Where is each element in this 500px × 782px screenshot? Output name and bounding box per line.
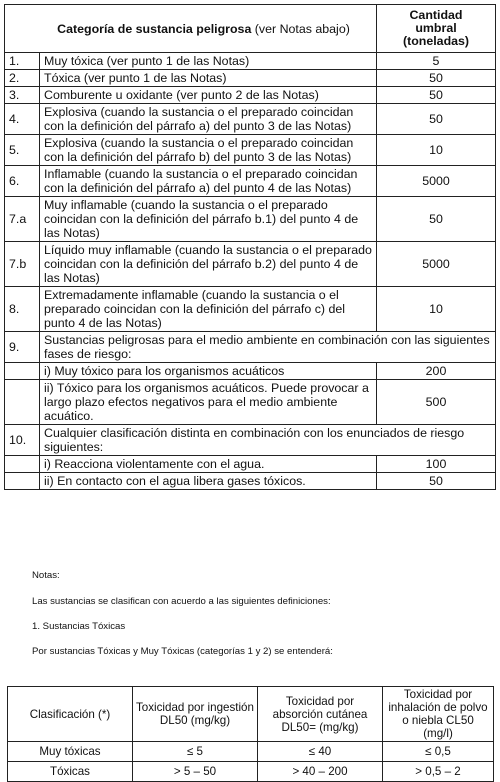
subrow-text: i) Muy tóxico para los organismos acuáticos bbox=[40, 363, 377, 380]
classification-cell: Tóxicas bbox=[8, 762, 133, 782]
absorption-header: Toxicidad por absorción cutánea DL50= (mg/kg) bbox=[258, 687, 383, 742]
quantity-header-line1: Cantidad bbox=[409, 8, 463, 22]
row-quantity: 50 bbox=[377, 70, 496, 87]
classification-cell: Muy tóxicas bbox=[8, 742, 133, 762]
row-category: Comburente u oxidante (ver punto 2 de las Notas) bbox=[40, 87, 377, 104]
notes-section-title: 1. Sustancias Tóxicas bbox=[32, 621, 126, 632]
table-row bbox=[5, 287, 496, 332]
row-quantity: 5 bbox=[377, 53, 496, 70]
row-quantity: 50 bbox=[377, 197, 496, 242]
row-number: 9. bbox=[5, 332, 40, 363]
quantity-header-line2: umbral bbox=[415, 21, 457, 35]
notes-definition: Por sustancias Tóxicas y Muy Tóxicas (categorías 1 y 2) se entenderá: bbox=[32, 646, 333, 657]
absorption-cell: > 40 – 200 bbox=[258, 762, 383, 782]
row-category: Explosiva (cuando la sustancia o el preparado coincidan con la definición del párrafo b) del punto 3 de las Notas) bbox=[40, 135, 377, 166]
table-row bbox=[5, 87, 496, 104]
row-category: Muy tóxica (ver punto 1 de las Notas) bbox=[40, 53, 377, 70]
row-category: Extremadamente inflamable (cuando la sustancia o el preparado coincidan con la definición del párrafo c) del punto 4 de las Notas) bbox=[40, 287, 377, 332]
row-category: Líquido muy inflamable (cuando la sustancia o el preparado coincidan con la definición del párrafo b.2) del punto 4 de las Notas) bbox=[40, 242, 377, 287]
row-category: Cualquier clasificación distinta en combinación con los enunciados de riesgo siguientes: bbox=[40, 425, 496, 456]
empty-cell bbox=[5, 363, 40, 380]
category-header-note: (ver Notas abajo) bbox=[254, 21, 350, 36]
table-row bbox=[5, 53, 496, 70]
notes-title: Notas: bbox=[32, 570, 60, 581]
row-quantity: 5000 bbox=[377, 166, 496, 197]
row-quantity: 50 bbox=[377, 473, 496, 490]
table-row bbox=[5, 242, 496, 287]
subrow-text: ii) En contacto con el agua libera gases tóxicos. bbox=[40, 473, 377, 490]
row-number: 8. bbox=[5, 287, 40, 332]
row-quantity: 500 bbox=[377, 380, 496, 425]
table-subrow bbox=[5, 456, 496, 473]
row-number: 10. bbox=[5, 425, 40, 456]
table-subrow bbox=[5, 363, 496, 380]
row-quantity: 200 bbox=[377, 363, 496, 380]
table-row bbox=[8, 742, 494, 762]
quantity-header-line3: (toneladas) bbox=[402, 34, 470, 48]
ingestion-header: Toxicidad por ingestión DL50 (mg/kg) bbox=[133, 687, 258, 742]
row-number: 3. bbox=[5, 87, 40, 104]
row-category: Tóxica (ver punto 1 de las Notas) bbox=[40, 70, 377, 87]
table-row bbox=[5, 166, 496, 197]
category-header bbox=[5, 5, 377, 53]
row-number: 2. bbox=[5, 70, 40, 87]
row-quantity: 100 bbox=[377, 456, 496, 473]
ingestion-cell: ≤ 5 bbox=[133, 742, 258, 762]
table-row bbox=[5, 135, 496, 166]
row-category: Muy inflamable (cuando la sustancia o el preparado coincidan con la definición del párrafo b.1) del punto 4 de las Notas) bbox=[40, 197, 377, 242]
row-quantity: 50 bbox=[377, 104, 496, 135]
empty-cell bbox=[5, 380, 40, 425]
table-row bbox=[5, 70, 496, 87]
table-row bbox=[5, 104, 496, 135]
table-row bbox=[8, 762, 494, 782]
notes-intro: Las sustancias se clasifican con acuerdo a las siguientes definiciones: bbox=[32, 596, 331, 607]
category-header-label: Categoría de sustancia peligrosa bbox=[57, 21, 252, 36]
absorption-cell: ≤ 40 bbox=[258, 742, 383, 762]
table-subrow bbox=[5, 380, 496, 425]
row-number: 6. bbox=[5, 166, 40, 197]
row-quantity: 5000 bbox=[377, 242, 496, 287]
inhalation-header: Toxicidad por inhalación de polvo o niebla CL50 (mg/l) bbox=[383, 687, 494, 742]
table-row-environment bbox=[5, 332, 496, 363]
row-number: 7.b bbox=[5, 242, 40, 287]
empty-cell bbox=[5, 456, 40, 473]
threshold-table bbox=[4, 4, 496, 490]
table-row-other bbox=[5, 425, 496, 456]
table-subrow bbox=[5, 473, 496, 490]
threshold-table-header bbox=[5, 5, 496, 53]
subrow-text: i) Reacciona violentamente con el agua. bbox=[40, 456, 377, 473]
subrow-text: ii) Tóxico para los organismos acuáticos. Puede provocar a largo plazo efectos negativos para el medio ambiente acuático. bbox=[40, 380, 377, 425]
row-category: Explosiva (cuando la sustancia o el preparado coincidan con la definición del párrafo a) del punto 3 de las Notas) bbox=[40, 104, 377, 135]
table-row bbox=[5, 197, 496, 242]
toxicity-table bbox=[7, 686, 494, 782]
row-number: 7.a bbox=[5, 197, 40, 242]
row-category: Inflamable (cuando la sustancia o el preparado coincidan con la definición del párrafo a) del punto 4 de las Notas) bbox=[40, 166, 377, 197]
row-number: 4. bbox=[5, 104, 40, 135]
classification-header: Clasificación (*) bbox=[8, 687, 133, 742]
inhalation-cell: ≤ 0,5 bbox=[383, 742, 494, 762]
empty-cell bbox=[5, 473, 40, 490]
row-quantity: 10 bbox=[377, 135, 496, 166]
quantity-header bbox=[377, 5, 496, 53]
row-quantity: 50 bbox=[377, 87, 496, 104]
toxicity-header-row bbox=[8, 687, 494, 742]
row-quantity: 10 bbox=[377, 287, 496, 332]
ingestion-cell: > 5 – 50 bbox=[133, 762, 258, 782]
row-number: 1. bbox=[5, 53, 40, 70]
row-number: 5. bbox=[5, 135, 40, 166]
inhalation-cell: > 0,5 – 2 bbox=[383, 762, 494, 782]
row-category: Sustancias peligrosas para el medio ambiente en combinación con las siguientes fases de riesgo: bbox=[40, 332, 496, 363]
